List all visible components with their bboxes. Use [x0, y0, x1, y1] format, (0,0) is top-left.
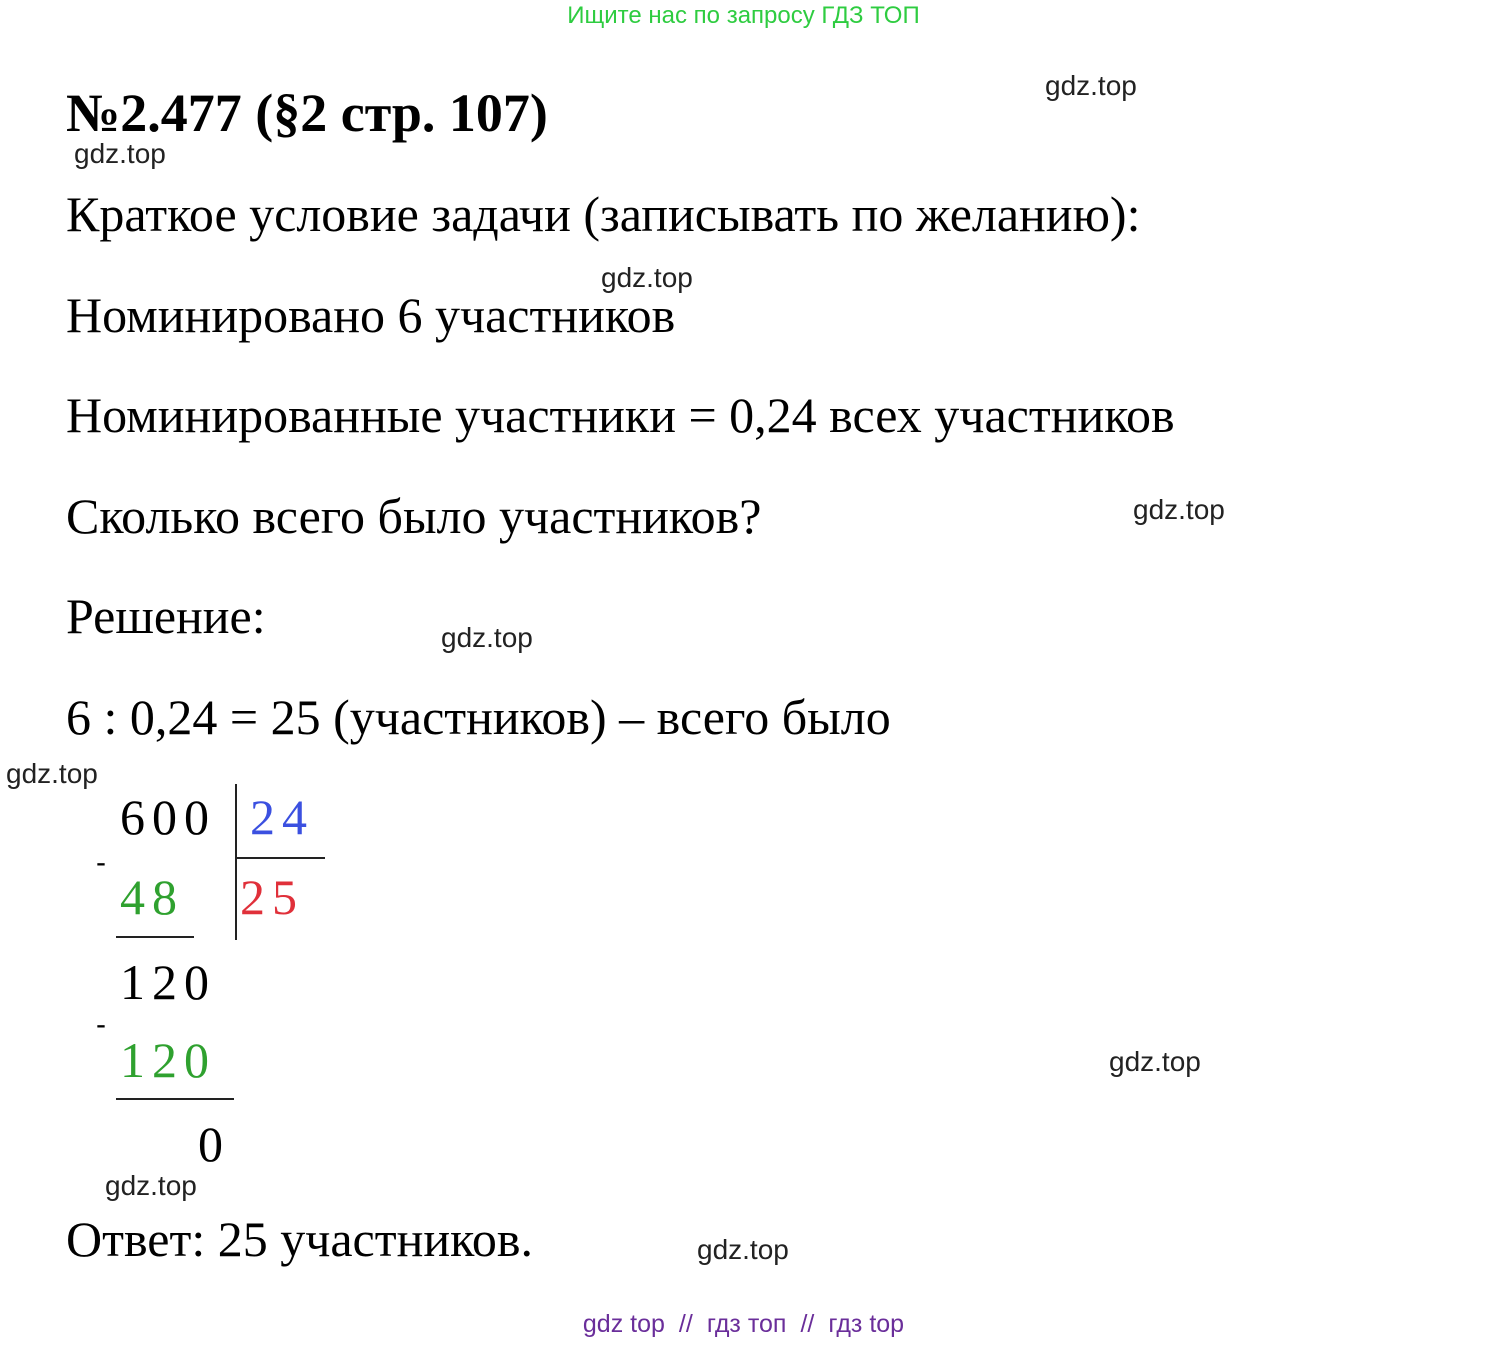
watermark: gdz.top: [1133, 494, 1225, 525]
solution-line: 6 : 0,24 = 25 (участников) – всего было: [66, 689, 891, 745]
watermark: gdz.top: [441, 622, 533, 653]
step1-subtrahend: 48: [120, 869, 184, 925]
footer-separator: //: [800, 1310, 815, 1338]
final-remainder: 0: [198, 1116, 230, 1172]
watermark: gdz.top: [1045, 70, 1137, 101]
watermark: gdz.top: [697, 1234, 789, 1265]
condition-heading: Краткое условие задачи (записывать по желанию):: [66, 186, 1141, 242]
step1-underline: [116, 936, 194, 938]
watermark: gdz.top: [1109, 1046, 1201, 1077]
page-title: №2.477 (§2 стр. 107): [66, 83, 548, 143]
watermark: gdz.top: [105, 1170, 197, 1201]
footer-link-gdz-top-ru[interactable]: гдз топ: [706, 1310, 787, 1338]
watermark: gdz.top: [601, 262, 693, 293]
step2-underline: [116, 1098, 234, 1100]
footer-link-gdz-top-mixed[interactable]: гдз top: [828, 1310, 905, 1338]
question-line: Сколько всего было участников?: [66, 488, 762, 544]
watermark: gdz.top: [74, 138, 166, 169]
answer-line: Ответ: 25 участников.: [66, 1211, 533, 1267]
top-banner: Ищите нас по запросу ГДЗ ТОП: [567, 2, 920, 29]
given-line-2: Номинированные участники = 0,24 всех участников: [66, 387, 1175, 443]
given-line-1: Номинировано 6 участников: [66, 287, 676, 343]
division-vertical-bar: [235, 784, 237, 940]
watermark: gdz.top: [6, 758, 98, 789]
divisor: 24: [250, 789, 314, 845]
step1-remainder: 120: [120, 954, 216, 1010]
footer-link-gdz-top[interactable]: gdz top: [582, 1310, 665, 1338]
minus-sign-1: -: [96, 846, 106, 879]
footer-separator: //: [678, 1310, 693, 1338]
solution-heading: Решение:: [66, 588, 266, 644]
divisor-underline: [237, 857, 325, 859]
dividend: 600: [120, 789, 216, 845]
step2-subtrahend: 120: [120, 1032, 216, 1088]
minus-sign-2: -: [96, 1008, 106, 1041]
quotient: 25: [240, 869, 304, 925]
footer-links: [0, 1310, 1487, 1339]
